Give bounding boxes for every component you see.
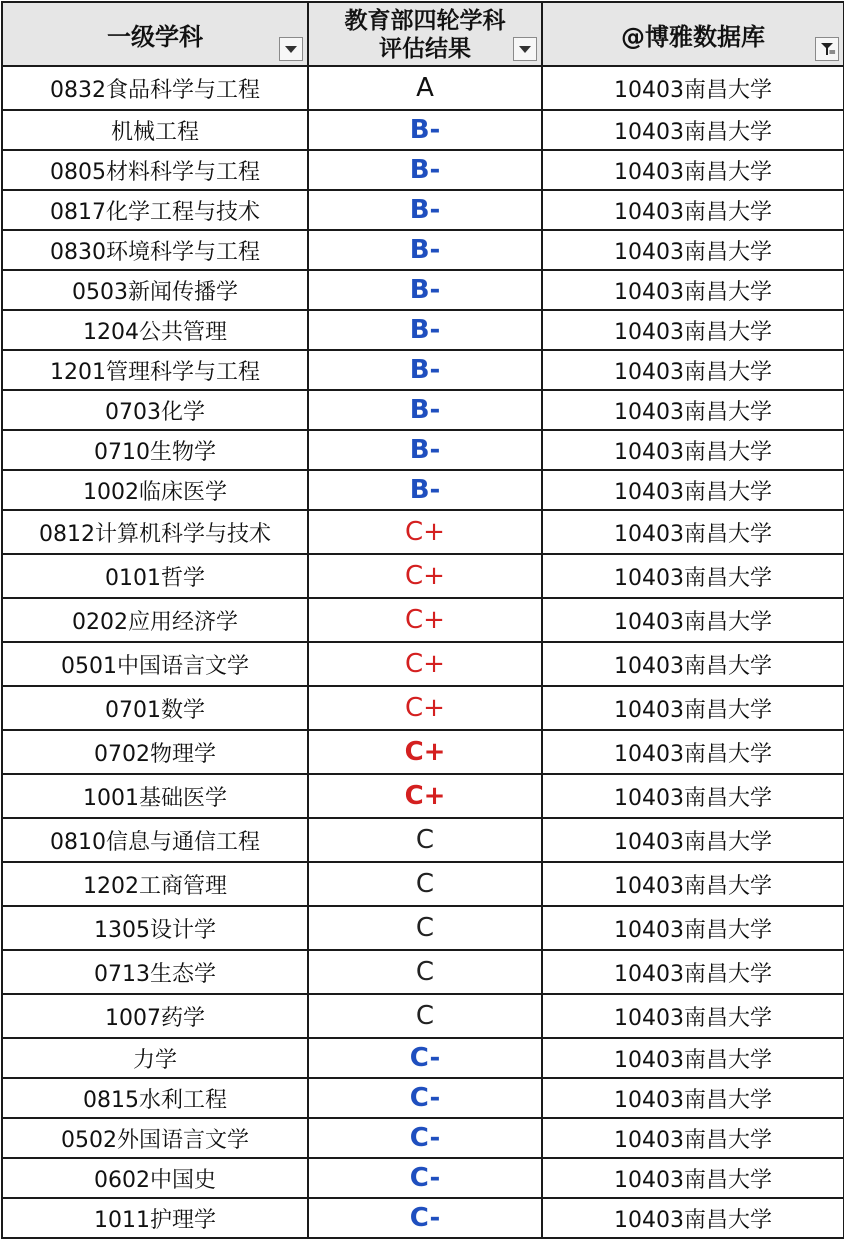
table-row: [2, 310, 844, 350]
header-label-university: @博雅数据库: [621, 22, 765, 51]
table-row: [2, 430, 844, 470]
grade-cell[interactable]: C: [308, 906, 542, 950]
subject-cell[interactable]: 1201管理科学与工程: [2, 350, 308, 390]
subject-cell[interactable]: 1011护理学: [2, 1198, 308, 1238]
subject-cell[interactable]: 0817化学工程与技术: [2, 190, 308, 230]
subject-cell[interactable]: 1305设计学: [2, 906, 308, 950]
table-row: [2, 350, 844, 390]
university-cell[interactable]: 10403南昌大学: [542, 1198, 844, 1238]
grade-cell[interactable]: C+: [308, 686, 542, 730]
table-row: [2, 862, 844, 906]
subject-cell[interactable]: 力学: [2, 1038, 308, 1078]
grade-cell[interactable]: B-: [308, 110, 542, 150]
table-row: [2, 1158, 844, 1198]
grade-cell[interactable]: C-: [308, 1198, 542, 1238]
grade-cell[interactable]: B-: [308, 470, 542, 510]
grade-cell[interactable]: B-: [308, 150, 542, 190]
university-cell[interactable]: 10403南昌大学: [542, 950, 844, 994]
grade-cell[interactable]: B-: [308, 350, 542, 390]
dropdown-arrow-icon[interactable]: [513, 37, 537, 61]
grade-cell[interactable]: C+: [308, 510, 542, 554]
grade-cell[interactable]: B-: [308, 190, 542, 230]
header-row: [2, 2, 844, 66]
table-row: [2, 270, 844, 310]
grade-cell[interactable]: C+: [308, 642, 542, 686]
table-row: [2, 1118, 844, 1158]
subject-cell[interactable]: 0503新闻传播学: [2, 270, 308, 310]
university-cell[interactable]: 10403南昌大学: [542, 310, 844, 350]
header-cell-university[interactable]: [542, 2, 844, 66]
table-row: [2, 774, 844, 818]
university-cell[interactable]: 10403南昌大学: [542, 818, 844, 862]
subject-cell[interactable]: 0830环境科学与工程: [2, 230, 308, 270]
table-row: [2, 642, 844, 686]
university-cell[interactable]: 10403南昌大学: [542, 686, 844, 730]
university-cell[interactable]: 10403南昌大学: [542, 642, 844, 686]
university-cell[interactable]: 10403南昌大学: [542, 1038, 844, 1078]
university-cell[interactable]: 10403南昌大学: [542, 430, 844, 470]
table-body: [2, 66, 844, 1238]
subject-cell[interactable]: 0815水利工程: [2, 1078, 308, 1118]
table-row: [2, 470, 844, 510]
university-cell[interactable]: 10403南昌大学: [542, 598, 844, 642]
table-row: [2, 730, 844, 774]
subject-cell[interactable]: 机械工程: [2, 110, 308, 150]
table-row: [2, 190, 844, 230]
grade-cell[interactable]: C+: [308, 554, 542, 598]
grade-cell[interactable]: C: [308, 950, 542, 994]
university-cell[interactable]: 10403南昌大学: [542, 470, 844, 510]
subject-cell[interactable]: 0805材料科学与工程: [2, 150, 308, 190]
subject-cell[interactable]: 0202应用经济学: [2, 598, 308, 642]
subject-cell[interactable]: 0702物理学: [2, 730, 308, 774]
university-cell[interactable]: 10403南昌大学: [542, 510, 844, 554]
university-cell[interactable]: 10403南昌大学: [542, 66, 844, 110]
university-cell[interactable]: 10403南昌大学: [542, 774, 844, 818]
table-row: [2, 510, 844, 554]
subject-cell[interactable]: 0701数学: [2, 686, 308, 730]
header-label-grade-line1: 教育部四轮学科: [344, 8, 506, 34]
filter-active-icon[interactable]: =: [815, 37, 839, 61]
table-row: [2, 390, 844, 430]
table-row: [2, 1078, 844, 1118]
subject-cell[interactable]: 1202工商管理: [2, 862, 308, 906]
grade-cell[interactable]: C: [308, 818, 542, 862]
table-row: [2, 110, 844, 150]
grade-cell[interactable]: C-: [308, 1118, 542, 1158]
university-cell[interactable]: 10403南昌大学: [542, 110, 844, 150]
subject-cell[interactable]: 0832食品科学与工程: [2, 66, 308, 110]
subject-cell[interactable]: 0713生态学: [2, 950, 308, 994]
university-cell[interactable]: 10403南昌大学: [542, 554, 844, 598]
table-row: [2, 906, 844, 950]
evaluation-table: [1, 1, 844, 1239]
table-row: [2, 818, 844, 862]
table-row: [2, 1038, 844, 1078]
subject-cell[interactable]: 1007药学: [2, 994, 308, 1038]
subject-cell[interactable]: 0602中国史: [2, 1158, 308, 1198]
subject-cell[interactable]: 0812计算机科学与技术: [2, 510, 308, 554]
grade-cell[interactable]: B-: [308, 310, 542, 350]
grade-cell[interactable]: B-: [308, 230, 542, 270]
university-cell[interactable]: 10403南昌大学: [542, 1078, 844, 1118]
table-row: [2, 950, 844, 994]
subject-cell[interactable]: 0703化学: [2, 390, 308, 430]
subject-cell[interactable]: 1002临床医学: [2, 470, 308, 510]
grade-cell[interactable]: B-: [308, 270, 542, 310]
subject-cell[interactable]: 0101哲学: [2, 554, 308, 598]
grade-cell[interactable]: C-: [308, 1158, 542, 1198]
table-row: [2, 554, 844, 598]
university-cell[interactable]: 10403南昌大学: [542, 350, 844, 390]
grade-cell[interactable]: C-: [308, 1038, 542, 1078]
header-label-grade-line2: 评估结果: [379, 36, 471, 62]
grade-cell[interactable]: C: [308, 994, 542, 1038]
grade-cell[interactable]: C+: [308, 730, 542, 774]
university-cell[interactable]: 10403南昌大学: [542, 730, 844, 774]
grade-cell[interactable]: C+: [308, 774, 542, 818]
university-cell[interactable]: 10403南昌大学: [542, 190, 844, 230]
university-cell[interactable]: 10403南昌大学: [542, 1158, 844, 1198]
university-cell[interactable]: 10403南昌大学: [542, 906, 844, 950]
subject-cell[interactable]: 0810信息与通信工程: [2, 818, 308, 862]
table-row: [2, 1198, 844, 1238]
header-cell-grade[interactable]: [308, 2, 542, 66]
table-row: [2, 66, 844, 110]
table-row: [2, 230, 844, 270]
header-label-subject: 一级学科: [107, 22, 203, 51]
grade-cell[interactable]: C+: [308, 598, 542, 642]
grade-cell[interactable]: A: [308, 66, 542, 110]
table-row: [2, 994, 844, 1038]
university-cell[interactable]: 10403南昌大学: [542, 270, 844, 310]
table-row: [2, 686, 844, 730]
subject-cell[interactable]: 0502外国语言文学: [2, 1118, 308, 1158]
subject-cell[interactable]: 0501中国语言文学: [2, 642, 308, 686]
subject-cell[interactable]: 1001基础医学: [2, 774, 308, 818]
university-cell[interactable]: 10403南昌大学: [542, 862, 844, 906]
university-cell[interactable]: 10403南昌大学: [542, 994, 844, 1038]
grade-cell[interactable]: B-: [308, 430, 542, 470]
university-cell[interactable]: 10403南昌大学: [542, 390, 844, 430]
grade-cell[interactable]: C-: [308, 1078, 542, 1118]
grade-cell[interactable]: B-: [308, 390, 542, 430]
subject-cell[interactable]: 1204公共管理: [2, 310, 308, 350]
university-cell[interactable]: 10403南昌大学: [542, 150, 844, 190]
university-cell[interactable]: 10403南昌大学: [542, 230, 844, 270]
subject-cell[interactable]: 0710生物学: [2, 430, 308, 470]
table-row: [2, 150, 844, 190]
dropdown-arrow-icon[interactable]: [279, 37, 303, 61]
grade-cell[interactable]: C: [308, 862, 542, 906]
table-row: [2, 598, 844, 642]
header-cell-subject[interactable]: [2, 2, 308, 66]
university-cell[interactable]: 10403南昌大学: [542, 1118, 844, 1158]
